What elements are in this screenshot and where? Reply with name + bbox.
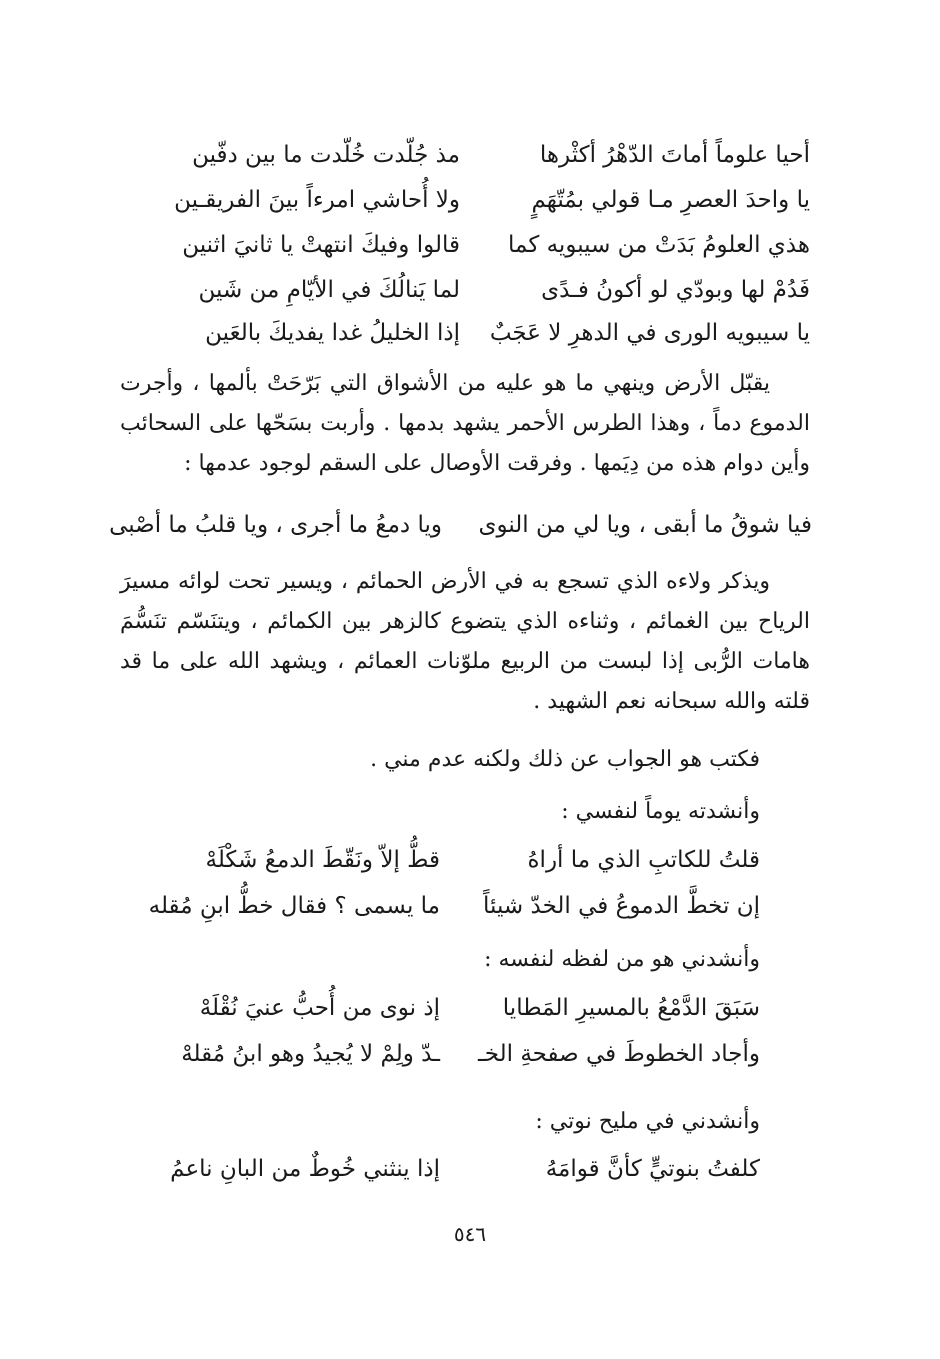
- prose-paragraph: [120, 364, 810, 484]
- verse-second-hemistich: قالوا وفيكَ انتهتْ يا ثانيَ اثنين: [182, 232, 460, 258]
- prose-text: يقبّل الأرض وينهي ما هو عليه من الأشواق التي بَرّحَتْ بألمها ، وأجرت الدموع دماً ، وهذا الطرس الأحمر يشهد بدمها . وأربت بسَحّها على السحائب وأين دوام هذه من دِيَمها . وفرقت الأوصال على السقم لوجود عدمها :: [120, 371, 810, 476]
- verse-row: [109, 503, 812, 547]
- verse-second-hemistich: لما يَنالُكَ في الأيّامِ من شَين: [198, 277, 460, 303]
- verse-row: [120, 1147, 760, 1191]
- verse-row: [120, 133, 810, 177]
- verse-row: [120, 223, 810, 267]
- verse-first-hemistich: وأجاد الخطوطَ في صفحةِ الخـ: [478, 1041, 760, 1067]
- page-number: ٥٤٦: [453, 1222, 487, 1246]
- prose-line: وأنشدته يوماً لنفسي :: [561, 799, 760, 824]
- prose-line: وأنشدني في مليح نوتي :: [535, 1109, 760, 1134]
- verse-first-hemistich: يا سيبويه الورى في الدهرِ لا عَجَبٌ: [489, 320, 810, 346]
- verse-first-hemistich: يا واحدَ العصرِ مـا قولي بمُتّهَمٍ: [531, 187, 810, 213]
- verse-row: [120, 268, 810, 312]
- verse-second-hemistich: قطُّ إلاّ ونَقّطَ الدمعُ شَكْلَهْ: [205, 847, 440, 873]
- verse-first-hemistich: إن تخطَّ الدموعُ في الخدّ شيئاً: [483, 893, 760, 919]
- verse-row: [120, 884, 760, 928]
- verse-row: [120, 986, 760, 1030]
- verse-first-hemistich: كلفتُ بنوتيٍّ كأنَّ قوامَهُ: [545, 1156, 760, 1182]
- verse-first-hemistich: أحيا علوماً أماتَ الدّهْرُ أكثْرها: [539, 142, 810, 168]
- verse-row: [120, 838, 760, 882]
- verse-second-hemistich: إذا الخليلُ غدا يفديكَ بالعَين: [205, 320, 460, 346]
- verse-row: [120, 1032, 760, 1076]
- verse-second-hemistich: إذ نوى من أُحبُّ عنيَ نُقْلَهْ: [199, 995, 440, 1021]
- prose-line: فكتب هو الجواب عن ذلك ولكنه عدم مني .: [370, 747, 760, 772]
- verse-second-hemistich: ما يسمى ؟ فقال خطُّ ابنِ مُقله: [148, 893, 440, 919]
- prose-line: وأنشدني هو من لفظه لنفسه :: [484, 947, 760, 972]
- verse-first-hemistich: فيا شوقُ ما أبقى ، ويا لي من النوى: [478, 512, 812, 538]
- verse-first-hemistich: فَدُمْ لها وبودّي لو أكونُ فـدًى: [541, 277, 810, 303]
- verse-second-hemistich: ويا دمعُ ما أجرى ، ويا قلبُ ما أصْبى: [109, 512, 442, 538]
- verse-second-hemistich: إذا ينثني خُوطٌ من البانِ ناعمُ: [170, 1156, 440, 1182]
- verse-second-hemistich: ولا أُحاشي امرءاً بينَ الفريقـين: [174, 187, 460, 213]
- verse-second-hemistich: ـدّ ولِمْ لا يُجيدُ وهو ابنُ مُقلهْ: [181, 1041, 440, 1067]
- verse-row: [120, 311, 810, 355]
- verse-first-hemistich: سَبَقَ الدَّمْعُ بالمسيرِ المَطايا: [502, 995, 760, 1021]
- verse-first-hemistich: قلتُ للكاتبِ الذي ما أراهُ: [527, 847, 760, 873]
- verse-second-hemistich: مذ جُلّدت خُلّدت ما بين دفّين: [192, 142, 460, 168]
- verse-row: [120, 178, 810, 222]
- prose-paragraph: [120, 562, 810, 722]
- prose-text: ويذكر ولاءه الذي تسجع به في الأرض الحمائم ، ويسير تحت لوائه مسيرَ الرياح بين الغمائم ، وثناءه الذي يتضوع كالزهر بين الكمائم ، ويتنَسّم تنَسُّمَ هامات الرُّبى إذا لبست من الربيع ملوّنات العمائم ، ويشهد الله على ما قد قلته والله سبحانه نعم الشهيد .: [120, 569, 810, 714]
- verse-first-hemistich: هذي العلومُ بَدَتْ من سيبويه كما: [508, 232, 810, 258]
